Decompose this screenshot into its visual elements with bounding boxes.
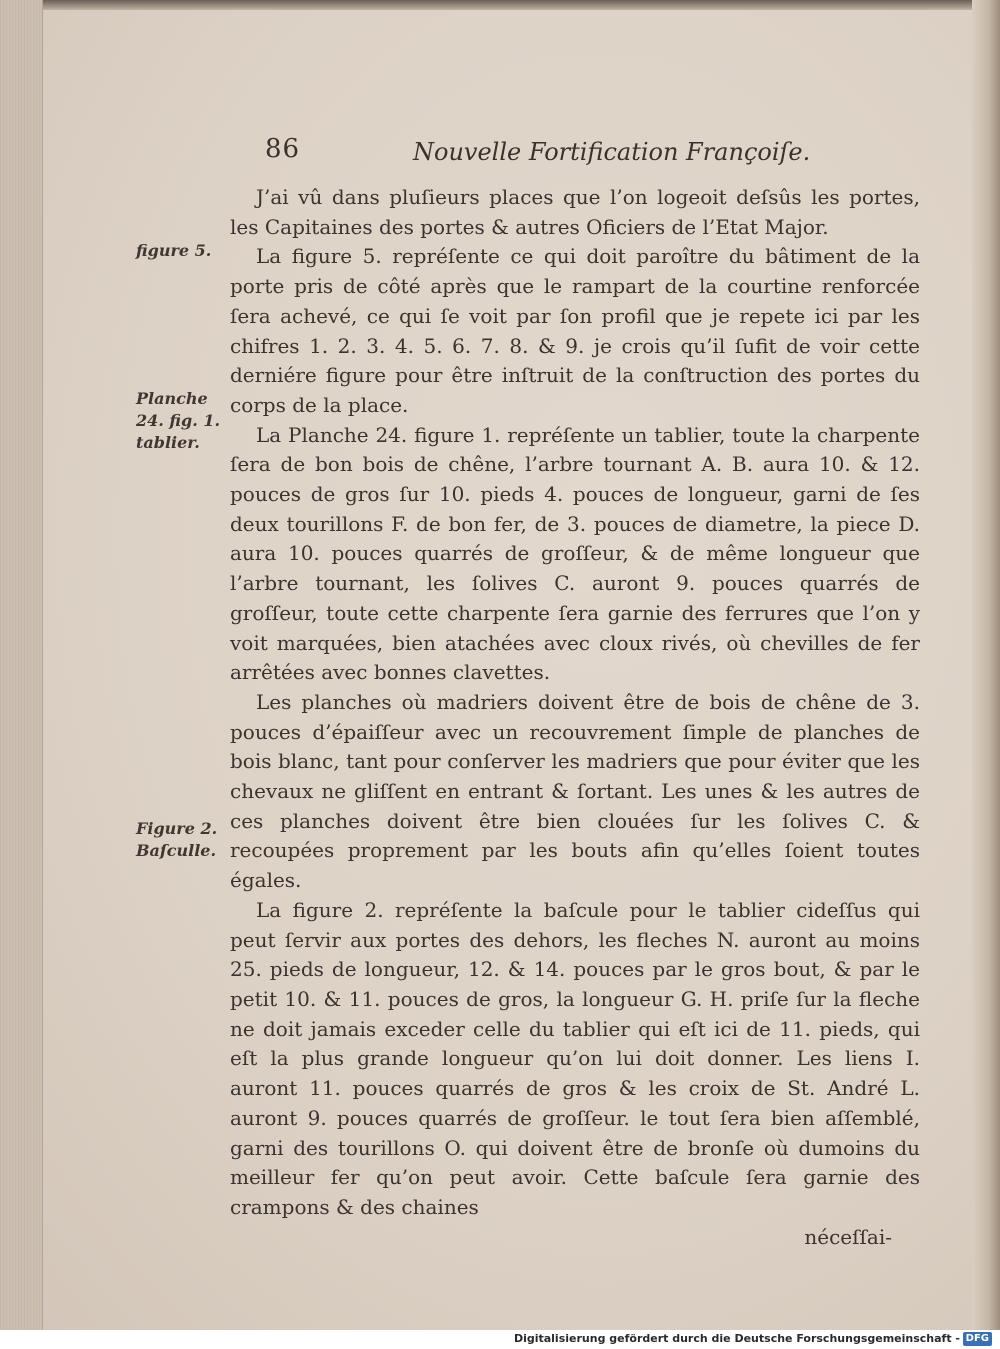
- margin-note-line: tablier.: [136, 433, 200, 452]
- paragraph: Les planches où madriers doivent être de bois de chêne de 3. pouces d’épaiſſeur avec un recouvrement ſimple de planches de bois blanc, tant pour conſerver les madriers que pour éviter que les chevaux ne gliſſent en entrant & ſortant. Les unes & les autres de ces planches doivent être bien clouées ſur les ſolives C. & recoupées proprement par les bouts afin qu’elles ſoient toutes égales.: [230, 689, 920, 893]
- paragraph: J’ai vû dans pluſieurs places que l’on logeoit deſsûs les portes, les Capitaines des portes & autres Oficiers de l’Etat Major.: [230, 185, 920, 239]
- dfg-logo: DFG: [963, 1332, 992, 1346]
- page-top-edge: [0, 0, 1000, 10]
- body-text: [230, 183, 920, 1252]
- margin-note-line: 24. fig. 1.: [136, 411, 221, 430]
- digitization-footer: [0, 1330, 1000, 1349]
- margin-note-line: Figure 2.: [136, 819, 218, 838]
- margin-note-planche-24: [136, 388, 226, 454]
- margin-note-line: figure 5.: [136, 241, 212, 260]
- margin-note-figure-2: [136, 818, 226, 862]
- margin-note-line: Planche: [136, 389, 208, 408]
- paragraph: La Planche 24. figure 1. repréſente un tablier, toute la charpente ſera de bon bois de chêne, l’arbre tournant A. B. aura 10. & 12. pouces de gros ſur 10. pieds 4. pouces de longueur, garni de ſes deux tourillons F. de bon fer, de 3. pouces de diametre, la piece D. aura 10. pouces quarrés de groſſeur, & de même longueur que l’arbre tournant, les ſolives C. auront 9. pouces quarrés de groſſeur, toute cette charpente ſera garnie des ferrures que l’on y voit marquées, bien atachées avec cloux rivés, où chevilles de fer arrêtées avec bonnes clavettes.: [230, 422, 920, 685]
- page-stack-edges: [0, 0, 43, 1330]
- running-title: Nouvelle Fortification Françoiſe.: [413, 138, 811, 166]
- catchword: néceſſai-: [804, 1224, 892, 1249]
- margin-note-figure-5: [136, 240, 226, 262]
- page-header: [265, 132, 955, 176]
- paragraph: La figure 2. repréſente la baſcule pour le tablier cideſſus qui peut ſervir aux portes des dehors, les fleches N. auront au moins 25. pieds de longueur, 12. & 14. pouces par le gros bout, & par le petit 10. & 11. pouces de gros, la longueur G. H. priſe ſur la fleche ne doit jamais exceder celle du tablier qui eſt ici de 11. pieds, qui eſt la plus grande longueur qu’on lui doit donner. Les liens I. auront 11. pouces quarrés de gros & les croix de St. André L. auront 9. pouces quarrés de groſſeur. le tout ſera bien aſſemblé, garni des tourillons O. qui doivent être de bronſe où dumoins du meilleur fer qu’on peut avoir. Cette baſcule ſera garnie des crampons & des chaines: [230, 897, 920, 1219]
- footer-credit: Digitalisierung gefördert durch die Deutsche Forschungsgemeinschaft -: [513, 1332, 960, 1345]
- page-right-edge: [972, 0, 1000, 1330]
- page-number: 86: [265, 134, 301, 164]
- margin-note-line: Baſculle.: [136, 841, 217, 860]
- paragraph: La figure 5. repréſente ce qui doit paroître du bâtiment de la porte pris de côté après que le rampart de la courtine renforcée ſera achevé, ce qui ſe voit par ſon profil que je repete ici par les chifres 1. 2. 3. 4. 5. 6. 7. 8. & 9. je crois qu’il ſufit de voir cette derniére figure pour être inſtruit de la conſtruction des portes du corps de la place.: [230, 244, 920, 417]
